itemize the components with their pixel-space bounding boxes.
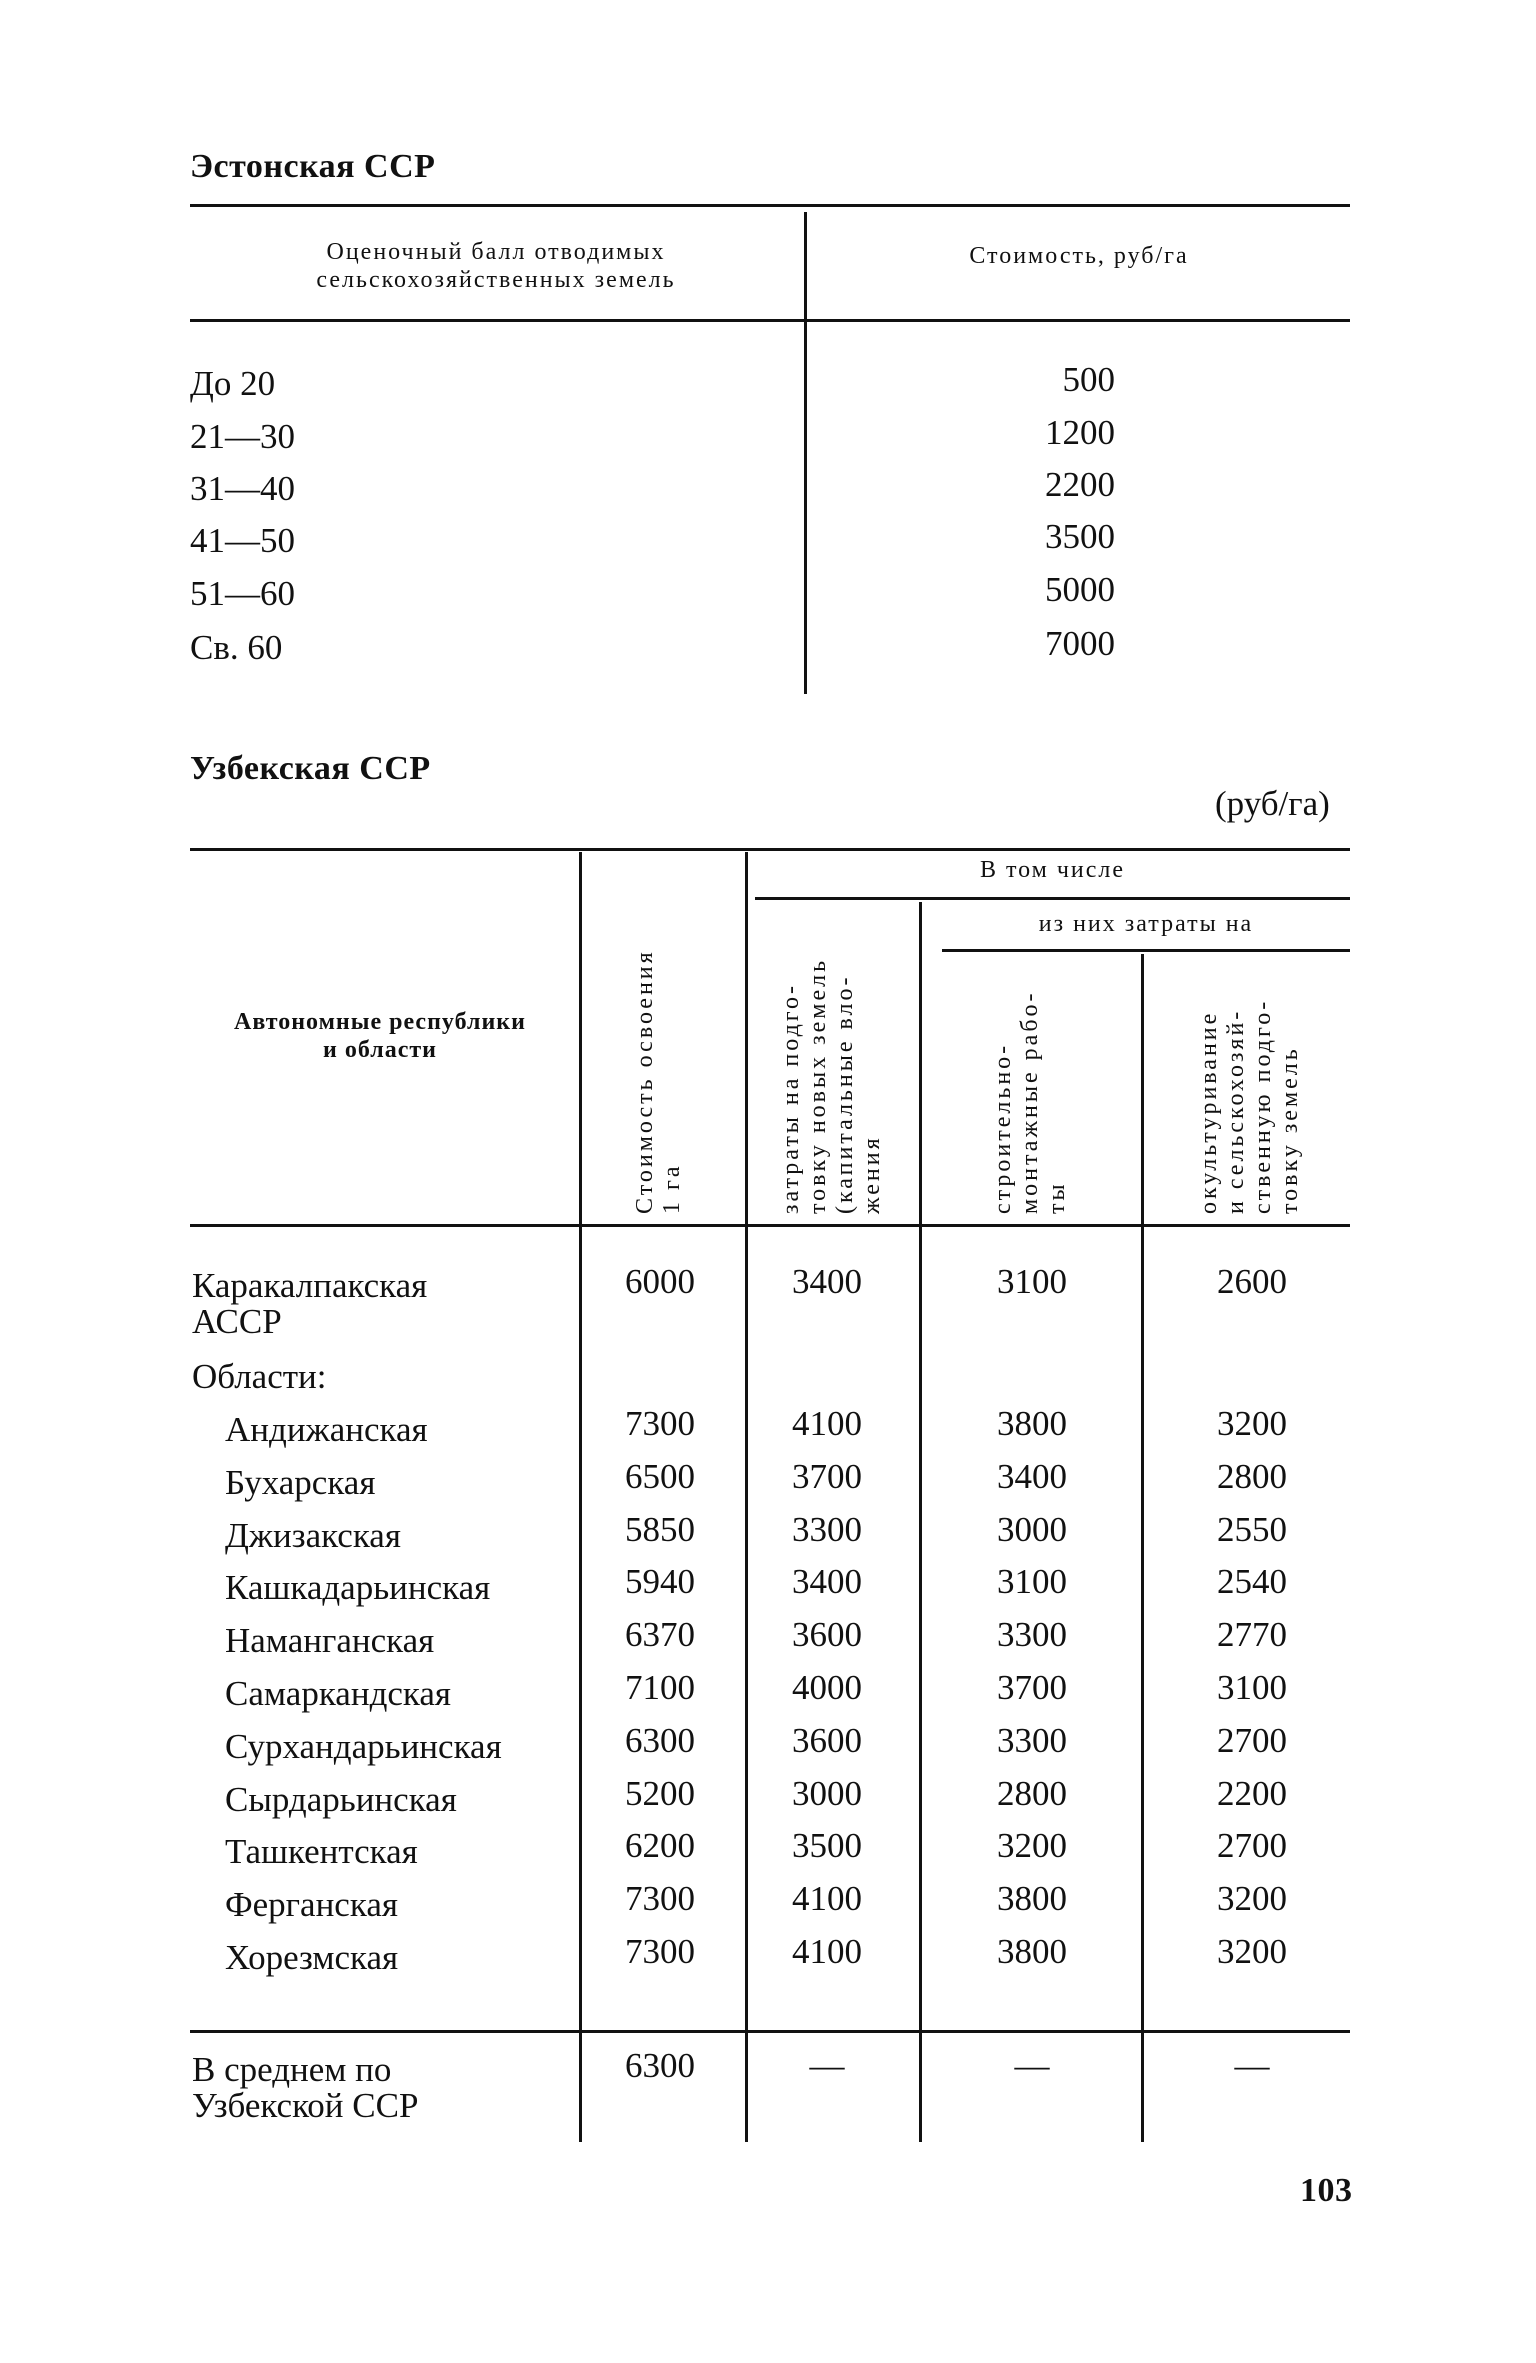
value-cell: 2550 — [1217, 1509, 1287, 1549]
value-cell: 6300 — [625, 2046, 695, 2085]
value-cell: 3800 — [997, 1404, 1067, 1443]
value-cell: 4100 — [792, 1404, 862, 1443]
value-cell: 3800 — [997, 1879, 1067, 1919]
value-cell: 7300 — [625, 1879, 695, 1919]
value-cell: 3800 — [997, 1932, 1067, 1971]
cost-cell: 2200 — [1045, 465, 1115, 504]
average-label: В среднем по Узбекской ССР — [192, 2050, 419, 2125]
region-name: Наманганская — [225, 1621, 435, 1661]
value-cell: 7300 — [625, 1404, 695, 1443]
score-cell: Св. 60 — [190, 628, 283, 667]
value-cell: 3300 — [792, 1509, 862, 1549]
column-divider — [804, 212, 807, 694]
value-cell: 3300 — [997, 1615, 1067, 1655]
region-name: Бухарская — [225, 1462, 376, 1502]
value-cell: 2770 — [1217, 1615, 1287, 1655]
value-cell: 6200 — [625, 1826, 695, 1866]
regions-label: Области: — [192, 1357, 327, 1396]
value-cell: 2700 — [1217, 1720, 1287, 1760]
header-of-which: из них затраты на — [1038, 911, 1254, 937]
value-cell: 3000 — [792, 1773, 862, 1813]
value-cell: — — [1014, 2046, 1050, 2085]
value-cell: 2800 — [1217, 1456, 1287, 1496]
value-cell: 3400 — [997, 1456, 1067, 1496]
table-rule — [190, 1224, 1350, 1227]
cost-cell: 3500 — [1045, 517, 1115, 556]
value-cell: 3000 — [997, 1509, 1067, 1549]
column-divider — [919, 902, 922, 2142]
value-cell: 5200 — [625, 1773, 695, 1813]
value-cell: 6300 — [625, 1720, 695, 1760]
value-cell: 7300 — [625, 1932, 695, 1971]
region-name: Сурхандарьинская — [225, 1726, 502, 1766]
cost-cell: 5000 — [1045, 570, 1115, 609]
value-cell: 3600 — [792, 1720, 862, 1760]
header-including: В том числе — [979, 857, 1126, 883]
value-cell: 3200 — [1217, 1404, 1287, 1443]
cost-cell: 1200 — [1045, 413, 1115, 452]
value-cell: 2800 — [997, 1773, 1067, 1813]
value-cell: 3400 — [792, 1562, 862, 1602]
table-rule — [190, 2030, 1350, 2033]
value-cell: 3400 — [792, 1262, 862, 1301]
header-construction: строительно- монтажные рабо- ты — [990, 990, 1070, 1214]
value-cell: 3700 — [792, 1456, 862, 1496]
value-cell: 3600 — [792, 1615, 862, 1655]
value-cell: — — [1234, 2046, 1270, 2085]
header-cultivation: окультуривание и сельскохозяй- ственную подго- товку земель — [1196, 998, 1303, 1214]
score-cell: 21—30 — [190, 417, 295, 456]
value-cell: 2600 — [1217, 1262, 1287, 1301]
header-score: Оценочный балл отводимых сельскохозяйственных земель — [316, 239, 676, 293]
region-name: Кашкадарьинская — [225, 1568, 491, 1608]
page-number: 103 — [1300, 2172, 1353, 2209]
region-name: Ташкентская — [225, 1832, 418, 1872]
uzbekistan-title: Узбекская ССР — [190, 750, 431, 787]
score-cell: 51—60 — [190, 574, 295, 613]
column-divider — [1141, 954, 1144, 2142]
value-cell: 2200 — [1217, 1773, 1287, 1813]
region-name: Каракалпакская АССР — [192, 1266, 428, 1341]
value-cell: 4100 — [792, 1932, 862, 1971]
region-name: Сырдарьинская — [225, 1779, 457, 1819]
header-prep-costs: затраты на подго- товку новых земель (капитальные вло- жения — [778, 957, 885, 1214]
cost-cell: 7000 — [1045, 624, 1115, 663]
region-name: Хорезмская — [225, 1938, 399, 1977]
value-cell: — — [809, 2046, 845, 2085]
value-cell: 6000 — [625, 1262, 695, 1301]
header-region: Автономные республики и области — [234, 1009, 526, 1063]
table-rule — [190, 848, 1350, 851]
unit-label: (руб/га) — [1215, 784, 1330, 823]
value-cell: 3300 — [997, 1720, 1067, 1760]
score-cell: 31—40 — [190, 469, 295, 508]
region-name: Андижанская — [225, 1410, 428, 1449]
value-cell: 3100 — [997, 1262, 1067, 1301]
value-cell: 3200 — [997, 1826, 1067, 1866]
score-cell: 41—50 — [190, 521, 295, 560]
header-total-cost: Стоимость освоения 1 га — [632, 949, 685, 1214]
header-cost: Стоимость, руб/га — [969, 243, 1189, 269]
table-rule — [190, 319, 1350, 322]
value-cell: 3700 — [997, 1668, 1067, 1707]
value-cell: 3500 — [792, 1826, 862, 1866]
table-rule — [942, 949, 1350, 952]
value-cell: 4000 — [792, 1668, 862, 1707]
table-rule — [755, 897, 1350, 900]
value-cell: 5850 — [625, 1509, 695, 1549]
value-cell: 2700 — [1217, 1826, 1287, 1866]
value-cell: 3100 — [1217, 1668, 1287, 1707]
region-name: Джизакская — [225, 1515, 401, 1555]
value-cell: 5940 — [625, 1562, 695, 1602]
value-cell: 2540 — [1217, 1562, 1287, 1602]
value-cell: 3200 — [1217, 1932, 1287, 1971]
value-cell: 4100 — [792, 1879, 862, 1919]
value-cell: 7100 — [625, 1668, 695, 1707]
score-cell: До 20 — [190, 364, 276, 403]
estonia-title: Эстонская ССР — [190, 148, 436, 185]
table-rule — [190, 204, 1350, 207]
value-cell: 3200 — [1217, 1879, 1287, 1919]
value-cell: 6500 — [625, 1456, 695, 1496]
value-cell: 6370 — [625, 1615, 695, 1655]
region-name: Ферганская — [225, 1885, 398, 1925]
region-name: Самаркандская — [225, 1674, 452, 1713]
cost-cell: 500 — [1062, 360, 1115, 399]
value-cell: 3100 — [997, 1562, 1067, 1602]
